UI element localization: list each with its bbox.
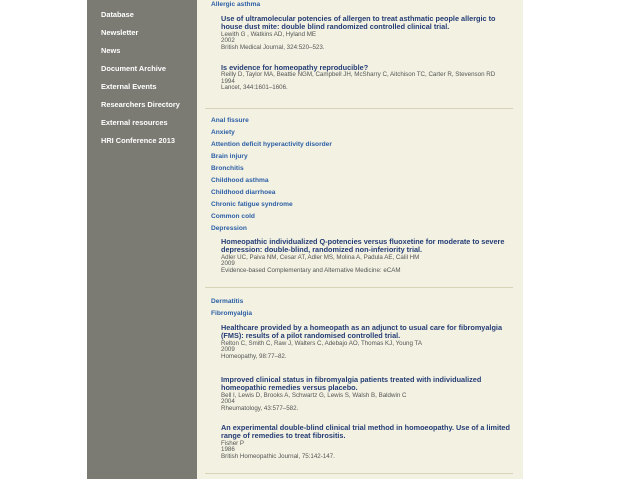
category-link-adhd[interactable]: Attention deficit hyperactivity disorder xyxy=(211,141,332,148)
article-item xyxy=(221,376,511,412)
category-link-childhood-asthma[interactable]: Childhood asthma xyxy=(211,177,269,184)
category-link-fibromyalgia[interactable]: Fibromyalgia xyxy=(211,310,253,317)
article-year: 2009 xyxy=(221,346,235,354)
nav-hri-conference-2013[interactable]: HRI Conference 2013 xyxy=(101,136,175,145)
article-source: British Medical Journal, 324:520–523. xyxy=(221,43,325,51)
category-link-brain-injury[interactable]: Brain injury xyxy=(211,153,248,160)
category-link-anxiety[interactable]: Anxiety xyxy=(211,129,235,136)
section-divider xyxy=(205,473,513,474)
category-link-bronchitis[interactable]: Bronchitis xyxy=(211,165,244,172)
nav-researchers-directory[interactable]: Researchers Directory xyxy=(101,100,180,109)
category-link-allergic-asthma[interactable]: Allergic asthma xyxy=(211,1,261,8)
category-link-anal-fissure[interactable]: Anal fissure xyxy=(211,117,249,124)
article-title[interactable]: An experimental double-blind clinical trial method in homoeopathy. Use of a limited range of remedies to treat fibrositis. xyxy=(221,423,510,441)
article-source: Rheumatology, 43:577–582. xyxy=(221,404,299,412)
section-divider xyxy=(205,287,513,288)
nav-external-resources[interactable]: External resources xyxy=(101,118,168,127)
article-item xyxy=(221,424,511,460)
nav-news[interactable]: News xyxy=(101,46,121,55)
nav-external-events[interactable]: External Events xyxy=(101,82,157,91)
category-link-common-cold[interactable]: Common cold xyxy=(211,213,255,220)
article-authors: Adler UC, Paiva NM, Cesar AT, Adler MS, Molina A, Padula AE, Calil HM xyxy=(221,253,420,261)
article-year: 1986 xyxy=(221,446,235,454)
article-title[interactable]: Homeopathic individualized Q-potencies versus fluoxetine for moderate to severe depression: double-blind, randomized non-inferiority trial. xyxy=(221,237,505,255)
article-item xyxy=(221,64,511,92)
article-title[interactable]: Improved clinical status in fibromyalgia patients treated with individualized homeopathic remedies versus placebo. xyxy=(221,375,482,393)
article-source: Homeopathy, 98:77–82. xyxy=(221,352,287,360)
article-year: 2009 xyxy=(221,260,235,268)
article-authors: Relton C, Smith C, Raw J, Walters C, Adebajo AO, Thomas KJ, Young TA xyxy=(221,339,422,347)
article-title[interactable]: Is evidence for homeopathy reproducible? xyxy=(221,63,369,72)
article-authors: Fisher P xyxy=(221,439,245,447)
article-item xyxy=(221,238,511,274)
category-link-depression[interactable]: Depression xyxy=(211,225,247,232)
article-authors: Bell I, Lewis D, Brooks A, Schwartz G, Lewis S, Walsh B, Baldwin C xyxy=(221,391,407,399)
article-year: 1994 xyxy=(221,77,235,85)
nav-database[interactable]: Database xyxy=(101,10,134,19)
article-source: Evidence-based Complementary and Alternative Medicine: eCAM xyxy=(221,266,401,274)
article-authors: Reilly D, Taylor MA, Beattie NGM, Campbell JH, McSharry C, Aitchison TC, Carter R, Stevenson RD xyxy=(221,71,496,79)
article-item xyxy=(221,15,511,51)
article-title[interactable]: Use of ultramolecular potencies of allergen to treat asthmatic people allergic to house dust mite: double blind randomized controlled clinical trial. xyxy=(221,14,496,32)
category-link-dermatitis[interactable]: Dermatitis xyxy=(211,298,244,305)
nav-document-archive[interactable]: Document Archive xyxy=(101,64,167,73)
sidebar-nav xyxy=(87,0,197,479)
right-margin xyxy=(523,0,638,479)
article-source: British Homeopathic Journal, 75:142-147. xyxy=(221,452,335,460)
content-area xyxy=(197,0,523,479)
article-title[interactable]: Healthcare provided by a homeopath as an adjunct to usual care for fibromyalgia (FMS): results of a pilot randomised controlled trial. xyxy=(221,323,502,341)
nav-newsletter[interactable]: Newsletter xyxy=(101,28,139,37)
category-link-chronic-fatigue[interactable]: Chronic fatigue syndrome xyxy=(211,201,293,208)
category-link-childhood-diarrhoea[interactable]: Childhood diarrhoea xyxy=(211,189,276,196)
section-divider xyxy=(205,108,513,109)
article-authors: Lewith G , Watkins AD, Hyland ME xyxy=(221,30,317,38)
article-year: 2004 xyxy=(221,398,235,406)
article-year: 2002 xyxy=(221,37,235,45)
article-source: Lancet, 344:1601–1606. xyxy=(221,84,288,92)
article-item xyxy=(221,324,511,360)
